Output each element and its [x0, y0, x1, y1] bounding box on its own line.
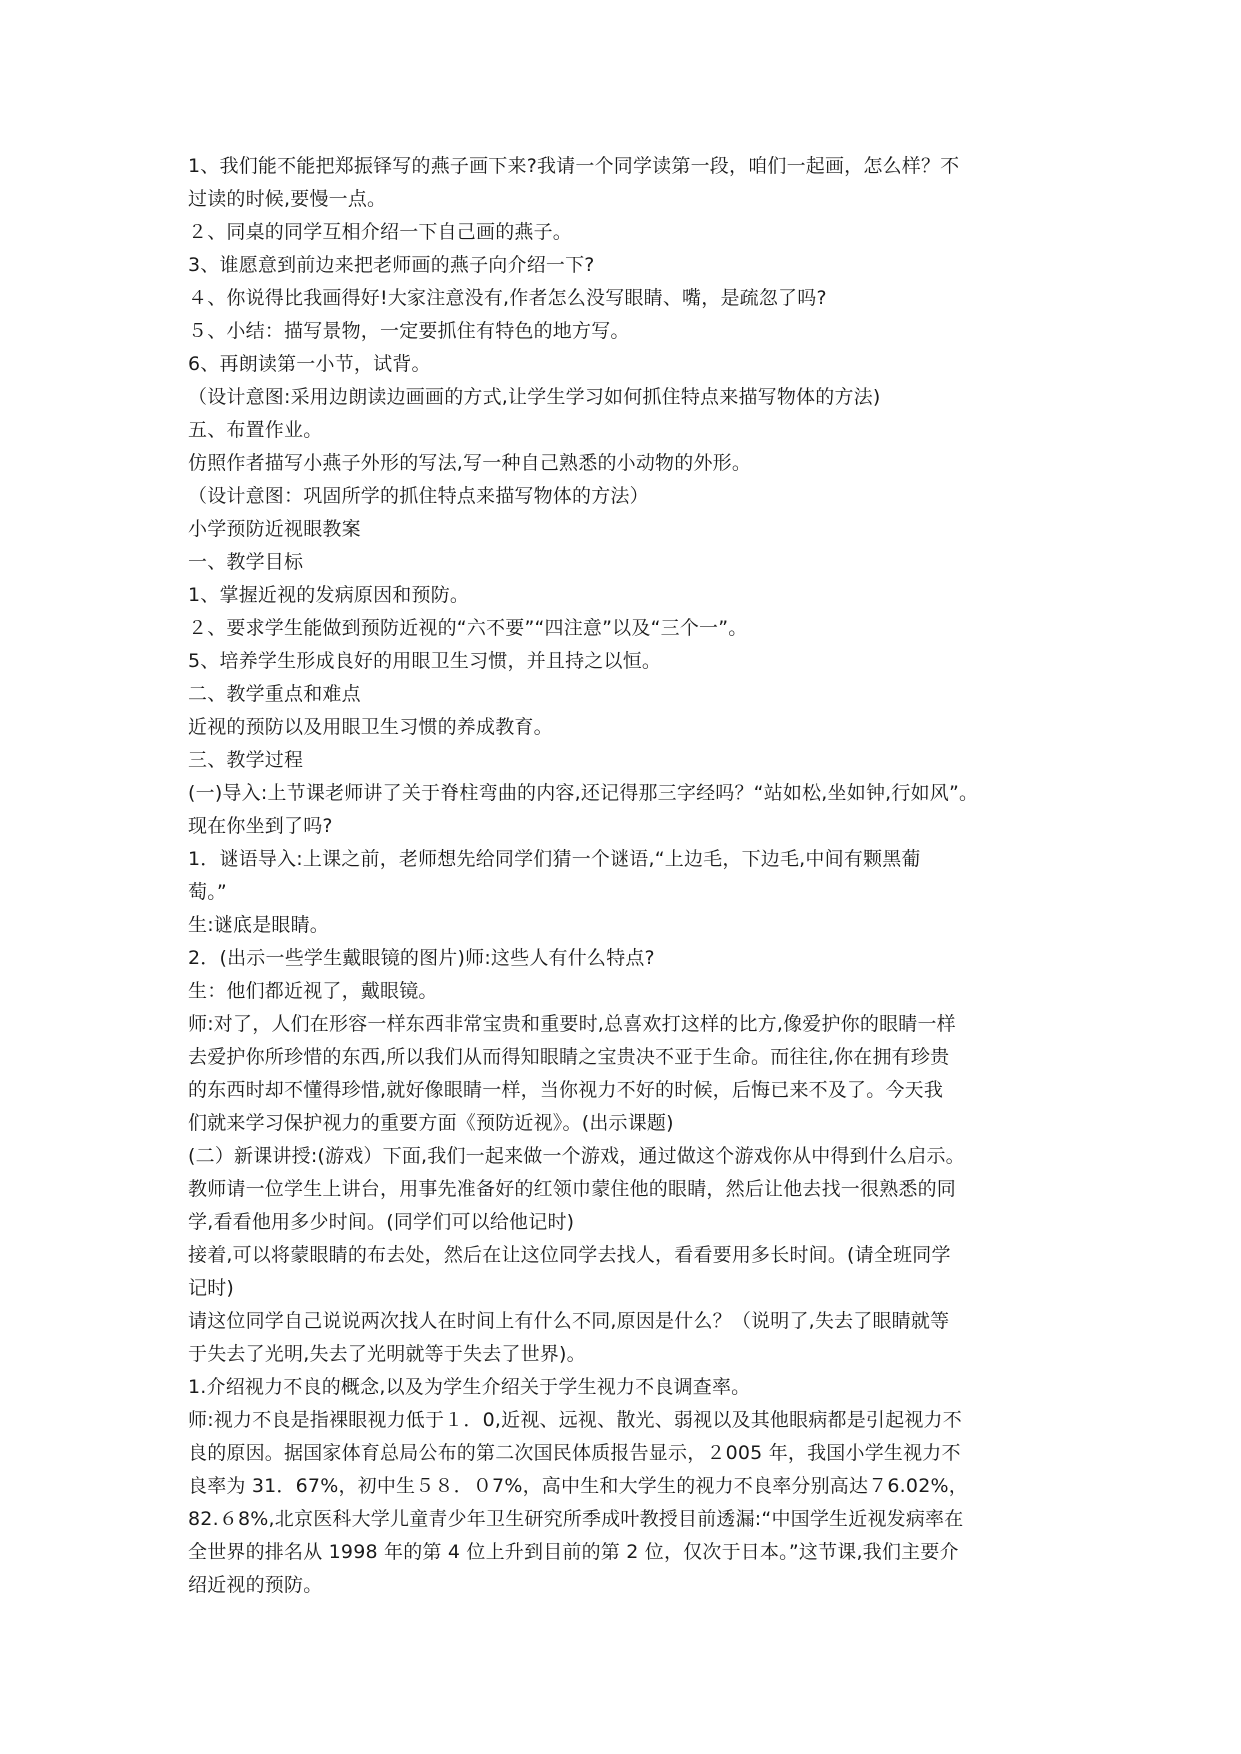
text-line: 小学预防近视眼教案: [188, 518, 361, 540]
text-line: 1、掌握近视的发病原因和预防。: [188, 584, 470, 606]
text-line: 3、谁愿意到前边来把老师画的燕子向介绍一下?: [188, 254, 595, 276]
text-line: 绍近视的预防。: [188, 1574, 323, 1596]
text-line: 5、培养学生形成良好的用眼卫生习惯，并且持之以恒。: [188, 650, 662, 672]
text-line: 教师请一位学生上讲台，用事先准备好的红领巾蒙住他的眼睛，然后让他去找一很熟悉的同: [188, 1178, 957, 1200]
text-line: 生：他们都近视了，戴眼镜。: [188, 980, 438, 1002]
text-line: 们就来学习保护视力的重要方面《预防近视》。(出示课题): [188, 1112, 674, 1134]
text-line: 五、布置作业。: [188, 419, 323, 441]
text-line: ２、要求学生能做到预防近视的“六不要”“四注意”以及“三个一”。: [188, 617, 748, 639]
text-line: 师:视力不良是指裸眼视力低于１．0,近视、远视、散光、弱视以及其他眼病都是引起视力不: [188, 1409, 962, 1431]
text-line: 1．谜语导入:上课之前，老师想先给同学们猜一个谜语,“上边毛，下边毛,中间有颗黑葡: [188, 848, 921, 870]
text-line: (二）新课讲授:(游戏）下面,我们一起来做一个游戏，通过做这个游戏你从中得到什么启示。: [188, 1145, 965, 1167]
text-line: 82.６8%,北京医科大学儿童青少年卫生研究所季成叶教授目前透漏:“中国学生近视发病率在: [188, 1508, 964, 1530]
text-line: 仿照作者描写小燕子外形的写法,写一种自己熟悉的小动物的外形。: [188, 452, 752, 474]
text-line: (一)导入:上节课老师讲了关于脊柱弯曲的内容,还记得那三字经吗？“站如松,坐如钟,行如风”。: [188, 782, 979, 804]
text-line: 师:对了，人们在形容一样东西非常宝贵和重要时,总喜欢打这样的比方,像爱护你的眼睛一样: [188, 1013, 956, 1035]
text-line: ４、你说得比我画得好!大家注意没有,作者怎么没写眼睛、嘴，是疏忽了吗?: [188, 287, 827, 309]
text-line: 良的原因。据国家体育总局公布的第二次国民体质报告显示，２005 年，我国小学生视力不: [188, 1442, 961, 1464]
text-line: 三、教学过程: [188, 749, 304, 771]
text-line: 近视的预防以及用眼卫生习惯的养成教育。: [188, 716, 553, 738]
document-body: [188, 150, 1068, 1602]
text-line: 生:谜底是眼睛。: [188, 914, 330, 936]
text-line: 学,看看他用多少时间。(同学们可以给他记时): [188, 1211, 575, 1233]
text-line: 接着,可以将蒙眼睛的布去处，然后在让这位同学去找人，看看要用多长时间。(请全班同学: [188, 1244, 951, 1266]
text-line: 1.介绍视力不良的概念,以及为学生介绍关于学生视力不良调查率。: [188, 1376, 751, 1398]
text-line: 全世界的排名从 1998 年的第 4 位上升到目前的第 2 位，仅次于日本。”这节课,我们主要介: [188, 1541, 959, 1563]
text-line: 的东西时却不懂得珍惜,就好像眼睛一样，当你视力不好的时候，后悔已来不及了。今天我: [188, 1079, 944, 1101]
text-line: ５、小结：描写景物，一定要抓住有特色的地方写。: [188, 320, 630, 342]
text-line: 记时): [188, 1277, 235, 1299]
text-line: 二、教学重点和难点: [188, 683, 361, 705]
text-line: 2．(出示一些学生戴眼镜的图片)师:这些人有什么特点?: [188, 947, 655, 969]
text-line: （设计意图:采用边朗读边画画的方式,让学生学习如何抓住特点来描写物体的方法): [188, 386, 881, 408]
text-line: 过读的时候,要慢一点。: [188, 188, 387, 210]
text-line: 现在你坐到了吗?: [188, 815, 333, 837]
text-line: 萄。”: [188, 881, 227, 903]
text-line: 请这位同学自己说说两次找人在时间上有什么不同,原因是什么？（说明了,失去了眼睛就等: [188, 1310, 950, 1332]
text-line: 6、再朗读第一小节，试背。: [188, 353, 431, 375]
text-line: 去爱护你所珍惜的东西,所以我们从而得知眼睛之宝贵决不亚于生命。而往往,你在拥有珍贵: [188, 1046, 950, 1068]
text-line: 良率为 31．67%，初中生５８．０7%，高中生和大学生的视力不良率分别高达７6.02%，: [188, 1475, 968, 1497]
text-line: 1、我们能不能把郑振铎写的燕子画下来?我请一个同学读第一段，咱们一起画，怎么样？不: [188, 155, 960, 177]
text-line: ２、同桌的同学互相介绍一下自己画的燕子。: [188, 221, 573, 243]
text-line: 一、教学目标: [188, 551, 304, 573]
text-line: （设计意图：巩固所学的抓住特点来描写物体的方法）: [188, 485, 649, 507]
text-line: 于失去了光明,失去了光明就等于失去了世界)。: [188, 1343, 586, 1365]
